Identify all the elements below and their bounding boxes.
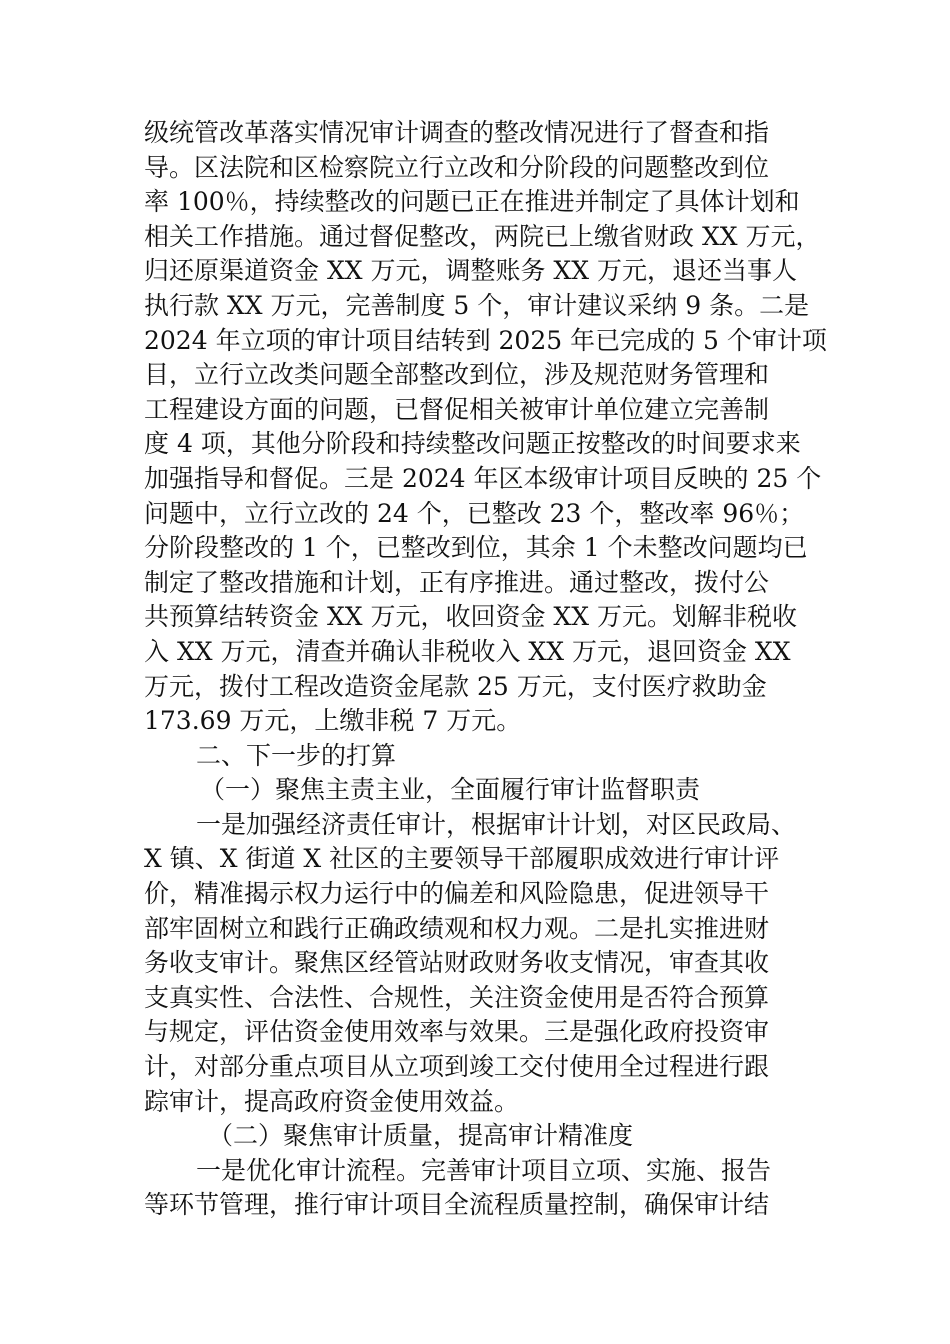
text-line: 踪审计，提高政府资金使用效益。 [144, 1086, 520, 1116]
text-line: 制定了整改措施和计划，正有序推进。通过整改，拨付公 [144, 567, 770, 597]
text-line: 支真实性、合法性、合规性，关注资金使用是否符合预算 [144, 982, 770, 1012]
text-line: 共预算结转资金 XX 万元，收回资金 XX 万元。划解非税收 [144, 602, 797, 632]
paragraph-3 [144, 1154, 834, 1223]
document-body [144, 116, 834, 1223]
text-line: 一是优化审计流程。完善审计项目立项、实施、报告 [196, 1155, 772, 1185]
text-line: 2024 年立项的审计项目结转到 2025 年已完成的 5 个审计项 [144, 325, 827, 355]
text-line: 率 100％，持续整改的问题已正在推进并制定了具体计划和 [144, 187, 800, 217]
text-line: 级统管改革落实情况审计调查的整改情况进行了督查和指 [144, 118, 770, 147]
text-line: 分阶段整改的 1 个，已整改到位，其余 1 个未整改问题均已 [144, 533, 808, 563]
subsection-heading-2: （二）聚焦审计质量，提高审计精准度 [208, 1121, 634, 1151]
text-line: 目，立行立改类问题全部整改到位，涉及规范财务管理和 [144, 360, 770, 390]
text-line: 173.69 万元，上缴非税 7 万元。 [144, 706, 522, 736]
text-line: 务收支审计。聚焦区经管站财政财务收支情况，审查其收 [144, 948, 770, 978]
text-line: 加强指导和督促。三是 2024 年区本级审计项目反映的 25 个 [144, 463, 822, 493]
text-line: 问题中，立行立改的 24 个，已整改 23 个，整改率 96％； [144, 498, 805, 528]
text-line: 与规定，评估资金使用效率与效果。三是强化政府投资审 [144, 1017, 770, 1047]
text-line: 执行款 XX 万元，完善制度 5 个，审计建议采纳 9 条。二是 [144, 290, 810, 320]
text-line: 相关工作措施。通过督促整改，两院已上缴省财政 XX 万元， [144, 221, 821, 251]
text-line: 计，对部分重点项目从立项到竣工交付使用全过程进行跟 [144, 1052, 770, 1082]
text-line: 度 4 项，其他分阶段和持续整改问题正按整改的时间要求来 [144, 429, 801, 459]
text-line: 归还原渠道资金 XX 万元，调整账务 XX 万元，退还当事人 [144, 256, 797, 286]
section-heading: 二、下一步的打算 [196, 740, 397, 770]
paragraph-2 [144, 808, 834, 1119]
text-line: 一是加强经济责任审计，根据审计计划，对区民政局、 [196, 809, 797, 839]
text-line: 导。区法院和区检察院立行立改和分阶段的问题整改到位 [144, 152, 770, 182]
text-line: 等环节管理，推行审计项目全流程质量控制，确保审计结 [144, 1190, 770, 1220]
text-line: 价，精准揭示权力运行中的偏差和风险隐患，促进领导干 [144, 879, 770, 909]
text-line: 入 XX 万元，清查并确认非税收入 XX 万元，退回资金 XX [144, 636, 791, 666]
text-line: 万元，拨付工程改造资金尾款 25 万元，支付医疗救助金 [144, 671, 767, 701]
text-line: 工程建设方面的问题，已督促相关被审计单位建立完善制 [144, 394, 770, 424]
text-line: 部牢固树立和践行正确政绩观和权力观。二是扎实推进财 [144, 913, 770, 943]
text-line: X 镇、X 街道 X 社区的主要领导干部履职成效进行审计评 [144, 844, 780, 874]
paragraph-1 [144, 116, 834, 739]
subsection-heading-1: （一）聚焦主责主业，全面履行审计监督职责 [200, 775, 701, 805]
